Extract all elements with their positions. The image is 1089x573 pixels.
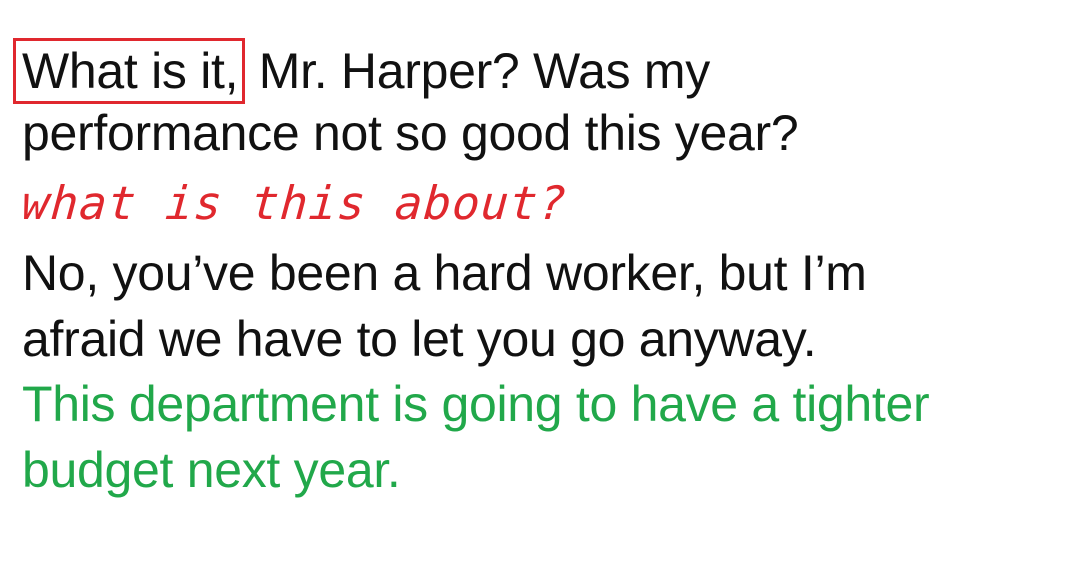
highlight-box: What is it, [13,38,245,104]
handwritten-annotation: what is this about? [20,176,570,230]
dialogue-line-4: afraid we have to let you go anyway. [22,311,817,367]
line-1-text: Mr. Harper? Was my [245,43,710,99]
dialogue-line-1 [22,38,710,104]
dialogue-line-3: No, you’ve been a hard worker, but I’m [22,245,867,301]
dialogue-line-2: performance not so good this year? [22,105,799,161]
emphasis-line-2: budget next year. [22,442,401,498]
emphasis-line-1: This department is going to have a tighter [22,376,930,432]
